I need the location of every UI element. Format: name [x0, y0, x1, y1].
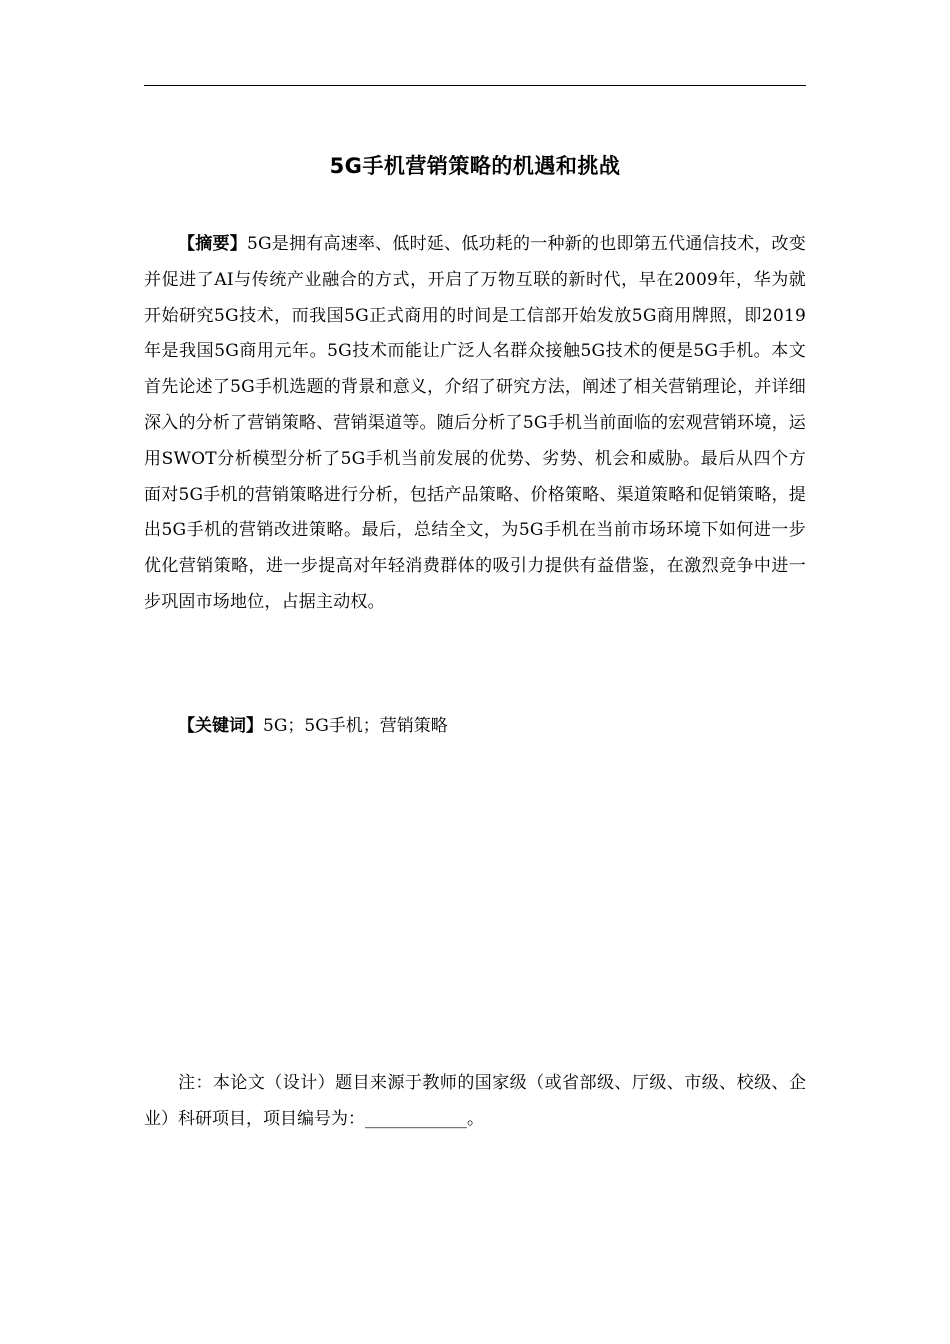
header-rule — [144, 85, 806, 86]
keywords-line — [144, 709, 806, 744]
paper-title: 5G手机营销策略的机遇和挑战 — [329, 154, 621, 178]
abstract-label: 【摘要】 — [178, 234, 247, 254]
project-source-note: 注：本论文（设计）题目来源于教师的国家级（或省部级、厅级、市级、校级、企业）科研项目，项目编号为：____________。 — [144, 1073, 806, 1129]
keywords-text: 5G；5G手机；营销策略 — [263, 716, 448, 736]
abstract-text: 5G是拥有高速率、低时延、低功耗的一种新的也即第五代通信技术，改变并促进了AI与传统产业融合的方式，开启了万物互联的新时代，早在2009年，华为就开始研究5G技术，而我国5G正式商用的时间是工信部开始发放5G商用牌照，即2019年是我国5G商用元年。5G技术而能让广泛人名群众接触5G技术的便是5G手机。本文首先论述了5G手机选题的背景和意义，介绍了研究方法，阐述了相关营销理论，并详细深入的分析了营销策略、营销渠道等。随后分析了5G手机当前面临的宏观营销环境，运用SWOT分析模型分析了5G手机当前发展的优势、劣势、机会和威胁。最后从四个方面对5G手机的营销策略进行分析，包括产品策略、价格策略、渠道策略和促销策略，提出5G手机的营销改进策略。最后，总结全文，为5G手机在当前市场环境下如何进一步优化营销策略，进一步提高对年轻消费群体的吸引力提供有益借鉴，在激烈竞争中进一步巩固市场地位，占据主动权。 — [144, 234, 806, 612]
keywords-label: 【关键词】 — [178, 716, 263, 736]
abstract-paragraph — [144, 227, 806, 621]
